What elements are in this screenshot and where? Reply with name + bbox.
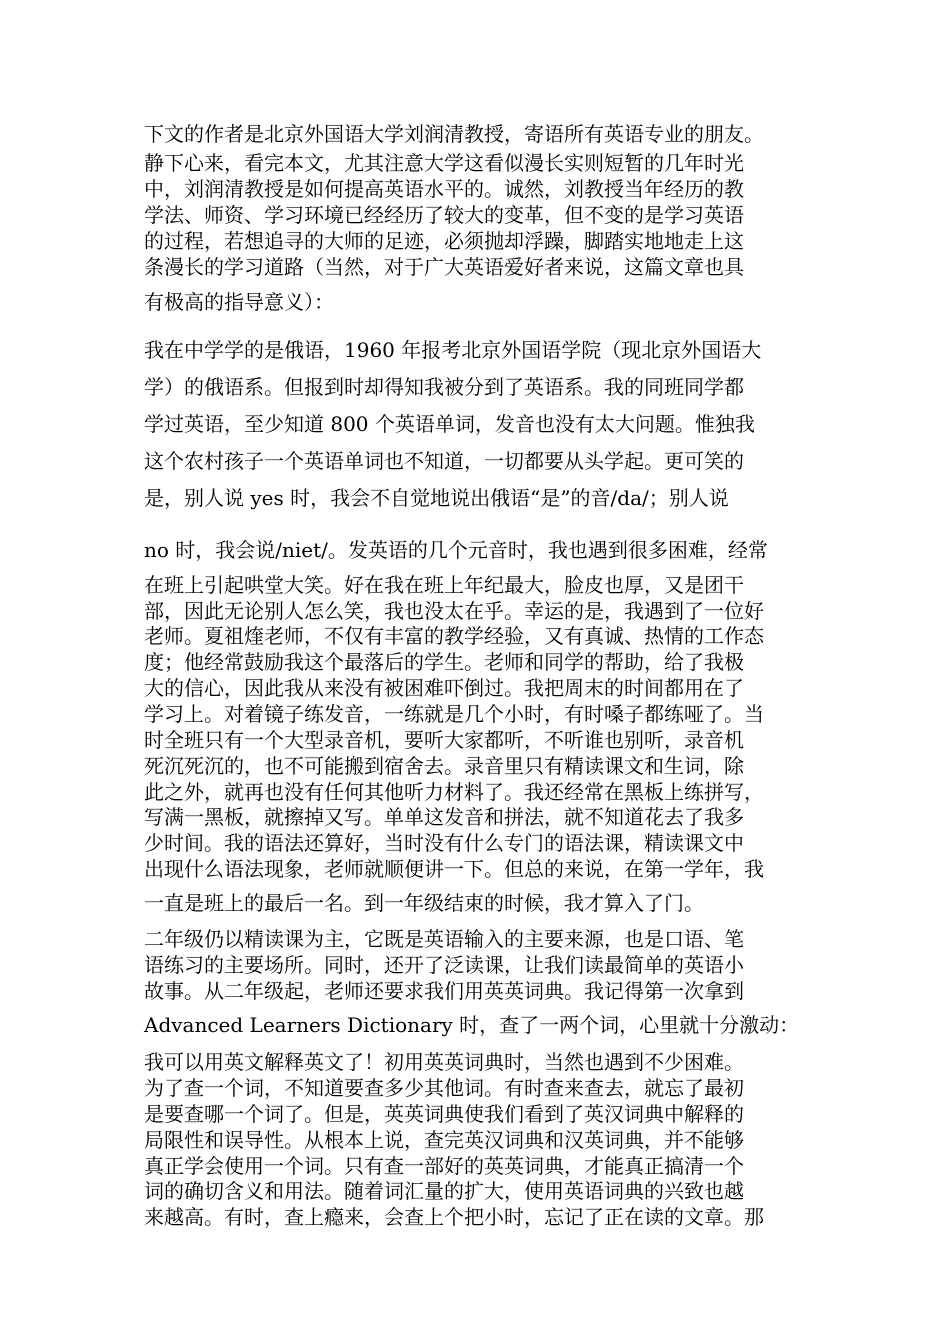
- text-line: 我可以用英文解释英文了！初用英英词典时，当然也遇到不少困难。: [144, 1050, 744, 1074]
- text-line: 是，别人说 yes 时，我会不自觉地说出俄语“是”的音/da/；别人说: [144, 486, 729, 510]
- text-line: 学习上。对着镜子练发音，一练就是几个小时，有时嗓子都练哑了。当: [144, 702, 764, 726]
- text-line: 写满一黑板，就擦掉又写。单单这发音和拼法，就不知道花去了我多: [144, 805, 744, 829]
- text-line: 条漫长的学习道路（当然，对于广大英语爱好者来说，这篇文章也具: [144, 255, 744, 279]
- text-line: 部，因此无论别人怎么笑，我也没太在乎。幸运的是，我遇到了一位好: [144, 599, 764, 623]
- text-line: 是要查哪一个词了。但是，英英词典使我们看到了英汉词典中解释的: [144, 1102, 744, 1126]
- text-line: 大的信心，因此我从来没有被困难吓倒过。我把周末的时间都用在了: [144, 676, 744, 700]
- text-line: 这个农村孩子一个英语单词也不知道，一切都要从头学起。更可笑的: [144, 449, 744, 473]
- text-line: 少时间。我的语法还算好，当时没有什么专门的语法课，精读课文中: [144, 831, 744, 855]
- text-line: 度；他经常鼓励我这个最落后的学生。老师和同学的帮助，给了我极: [144, 650, 744, 674]
- text-line: 二年级仍以精读课为主，它既是英语输入的主要来源，也是口语、笔: [144, 927, 744, 951]
- text-line: 此之外，就再也没有任何其他听力材料了。我还经常在黑板上练拼写，: [144, 780, 764, 804]
- text-line: 真正学会使用一个词。只有查一部好的英英词典，才能真正搞清一个: [144, 1154, 744, 1178]
- text-line: 中，刘润清教授是如何提高英语水平的。诚然，刘教授当年经历的教: [144, 177, 744, 201]
- text-line: 我在中学学的是俄语，1960 年报考北京外国语学院（现北京外国语大: [144, 338, 762, 362]
- text-line: 学法、师资、学习环境已经经历了较大的变革，但不变的是学习英语: [144, 203, 744, 227]
- text-line: 在班上引起哄堂大笑。好在我在班上年纪最大，脸皮也厚，又是团干: [144, 573, 744, 597]
- text-line: Advanced Learners Dictionary 时，查了一两个词，心里就十分激动：: [144, 1013, 800, 1037]
- text-line: no 时，我会说/niet/。发英语的几个元音时，我也遇到很多困难，经常: [144, 538, 768, 562]
- text-line: 语练习的主要场所。同时，还开了泛读课，让我们读最简单的英语小: [144, 953, 744, 977]
- text-line: 为了查一个词，不知道要查多少其他词。有时查来查去，就忘了最初: [144, 1076, 744, 1100]
- text-line: 时全班只有一个大型录音机，要听大家都听，不听谁也别听，录音机: [144, 728, 744, 752]
- text-line: 学）的俄语系。但报到时却得知我被分到了英语系。我的同班同学都: [144, 375, 744, 399]
- text-line: 有极高的指导意义）：: [144, 290, 334, 314]
- text-line: 死沉死沉的，也不可能搬到宿舍去。录音里只有精读课文和生词，除: [144, 754, 744, 778]
- text-line: 故事。从二年级起，老师还要求我们用英英词典。我记得第一次拿到: [144, 979, 744, 1003]
- text-line: 来越高。有时，查上瘾来，会查上个把小时，忘记了正在读的文章。那: [144, 1205, 764, 1229]
- text-line: 静下心来，看完本文，尤其注意大学这看似漫长实则短暂的几年时光: [144, 151, 744, 175]
- text-line: 局限性和误导性。从根本上说，查完英汉词典和汉英词典，并不能够: [144, 1128, 744, 1152]
- text-line: 下文的作者是北京外国语大学刘润清教授，寄语所有英语专业的朋友。: [144, 122, 764, 146]
- text-line: 出现什么语法现象，老师就顺便讲一下。但总的来说，在第一学年，我: [144, 857, 764, 881]
- text-line: 词的确切含义和用法。随着词汇量的扩大，使用英语词典的兴致也越: [144, 1179, 744, 1203]
- text-line: 的过程，若想追寻的大师的足迹，必须抛却浮躁，脚踏实地地走上这: [144, 229, 744, 253]
- text-line: 一直是班上的最后一名。到一年级结束的时候，我才算入了门。: [144, 891, 704, 915]
- text-line: 学过英语，至少知道 800 个英语单词，发音也没有太大问题。惟独我: [144, 412, 755, 436]
- text-line: 老师。夏祖煃老师，不仅有丰富的教学经验，又有真诚、热情的工作态: [144, 624, 764, 648]
